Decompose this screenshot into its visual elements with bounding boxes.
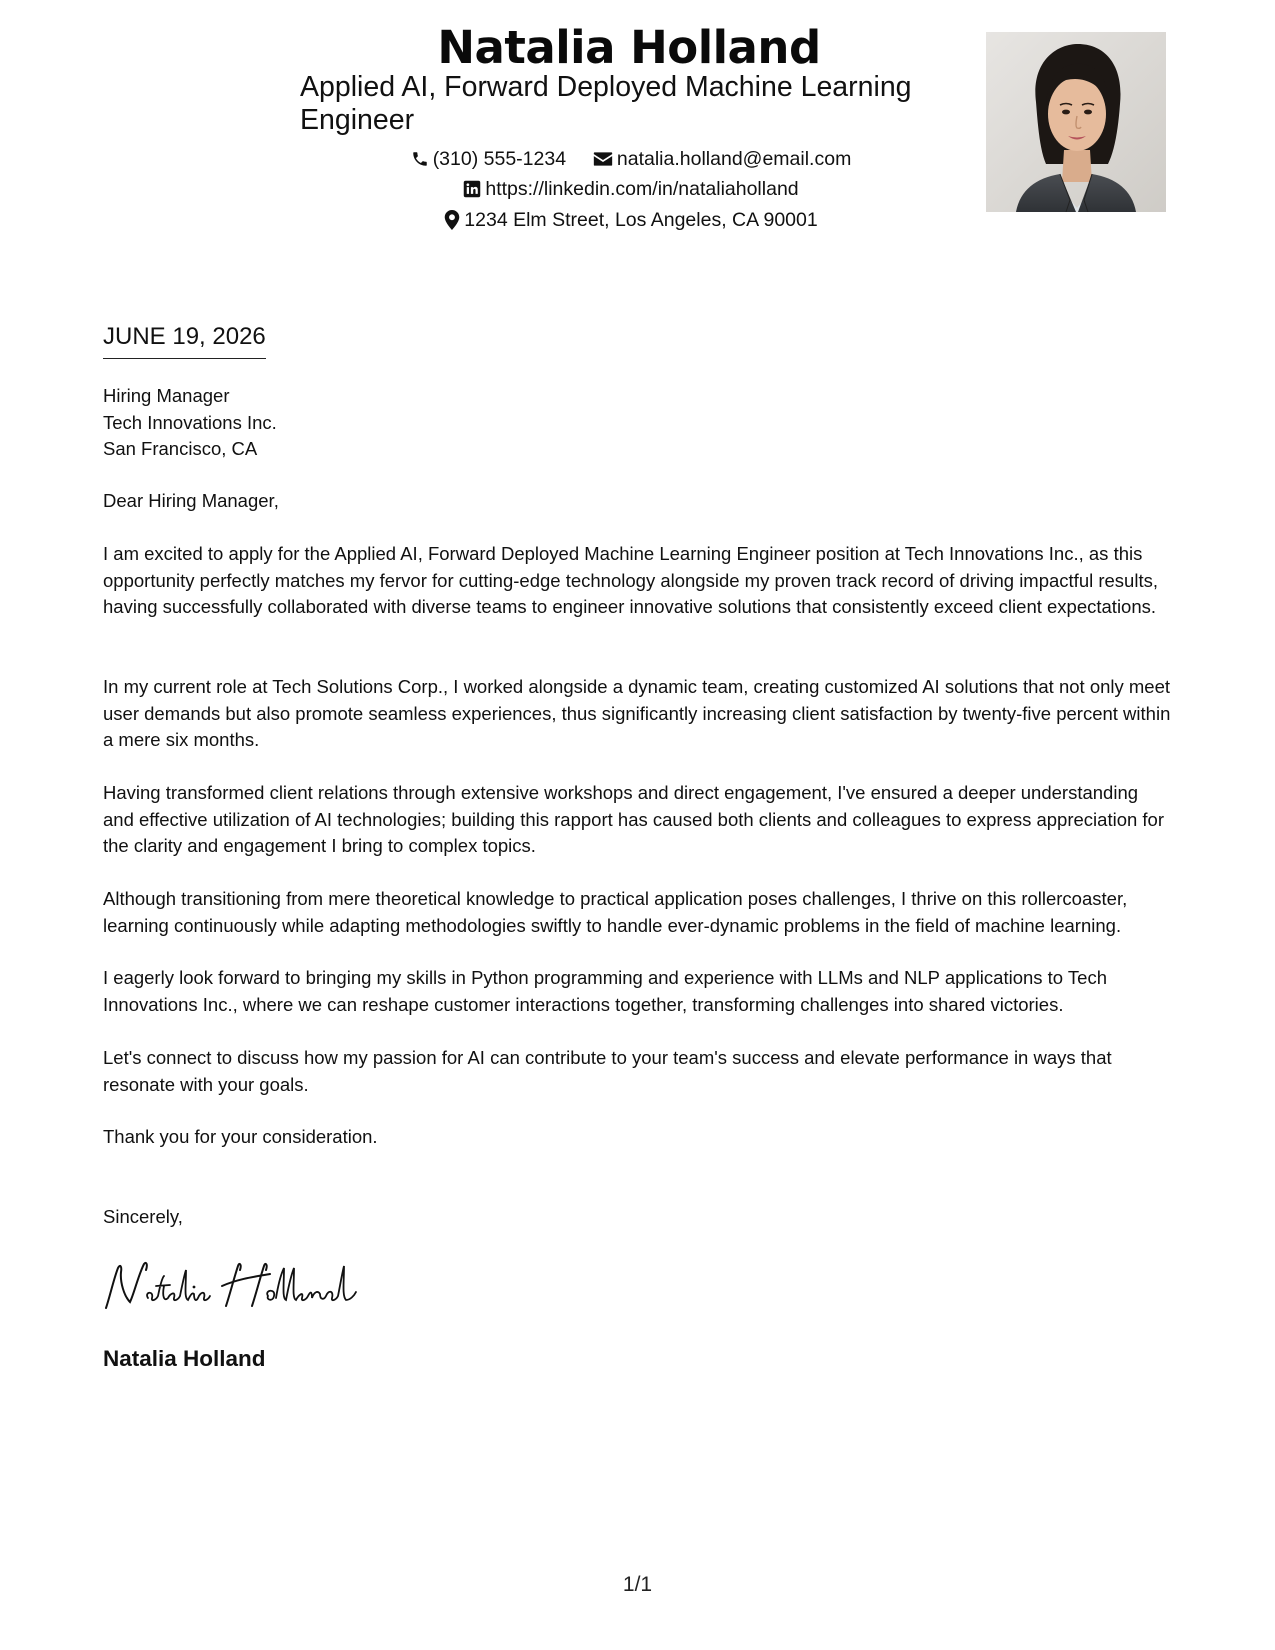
address-contact [444,207,817,233]
phone-contact [411,146,566,172]
address-text: 1234 Elm Street, Los Angeles, CA 90001 [464,209,818,231]
phone-icon [411,150,429,168]
email-contact [593,146,851,172]
paragraph-text: I eagerly look forward to bringing my skills in Python programming and experience with LLMs and NLP applications to Tech Innovations Inc., where we can reshape customer interactions together, transforming challenges into shared victories. [103,967,1107,1015]
paragraph-text: Having transformed client relations through extensive workshops and direct engagement, I've ensured a deeper understanding and effective utilization of AI technologies; building this rapport has caused both clients and colleagues to express appreciation for the clarity and engagement I bring to complex topics. [103,782,1164,856]
applicant-role: Applied AI, Forward Deployed Machine Learning Engineer [300,71,912,136]
paragraph-text: Although transitioning from mere theoretical knowledge to practical application poses challenges, I thrive on this rollercoaster, learning continuously while adapting methodologies swiftly to handle ever-dynamic problems in the field of machine learning. [103,888,1128,936]
applicant-name: Natalia Holland [437,21,821,74]
paragraph-text: In my current role at Tech Solutions Corp., I worked alongside a dynamic team, creating customized AI solutions that not only meet user demands but also promote seamless experiences, thus significantly increasing client satisfaction by twenty-five percent within a mere six months. [103,676,1171,750]
paragraph-7 [103,1124,1173,1151]
paragraph-text: Let's connect to discuss how my passion for AI can contribute to your team's success and elevate performance in ways that resonate with your goals. [103,1047,1112,1095]
closing-text: Sincerely, [103,1206,183,1227]
salutation [103,488,1173,515]
recipient-company: Tech Innovations Inc. [103,411,277,433]
paragraph-3 [103,780,1173,860]
page-indicator: 1/1 [622,1573,653,1596]
envelope-icon [593,150,613,168]
paragraph-2 [103,674,1173,754]
handwritten-signature [100,1256,360,1323]
paragraph-text: Thank you for your consideration. [103,1126,378,1147]
paragraph-4 [103,886,1173,939]
paragraph-5 [103,965,1173,1018]
linkedin-contact [463,176,798,202]
signed-name: Natalia Holland [103,1346,266,1371]
phone-number[interactable]: (310) 555-1234 [432,148,567,170]
letter-date: JUNE 19, 2026 [103,322,266,359]
profile-photo [986,32,1166,212]
salutation-text: Dear Hiring Manager, [103,490,279,511]
email-link[interactable]: natalia.holland@email.com [616,148,852,170]
paragraph-text: I am excited to apply for the Applied AI, Forward Deployed Machine Learning Engineer position at Tech Innovations Inc., as this opportunity perfectly matches my fervor for cutting-edge technology alongside my proven track record of driving impactful results, having successfully collaborated with diverse teams to engineer innovative solutions that consistently exceed client expectations. [103,543,1158,617]
linkedin-icon [463,180,481,198]
recipient-block [103,383,1173,463]
map-pin-icon [444,210,460,230]
paragraph-6 [103,1045,1173,1098]
paragraph-1 [103,541,1173,621]
recipient-location: San Francisco, CA [103,438,258,459]
letter-header [0,0,1275,240]
recipient-title: Hiring Manager [103,385,230,406]
closing [103,1204,1173,1231]
linkedin-link[interactable]: https://linkedin.com/in/nataliaholland [485,178,799,200]
